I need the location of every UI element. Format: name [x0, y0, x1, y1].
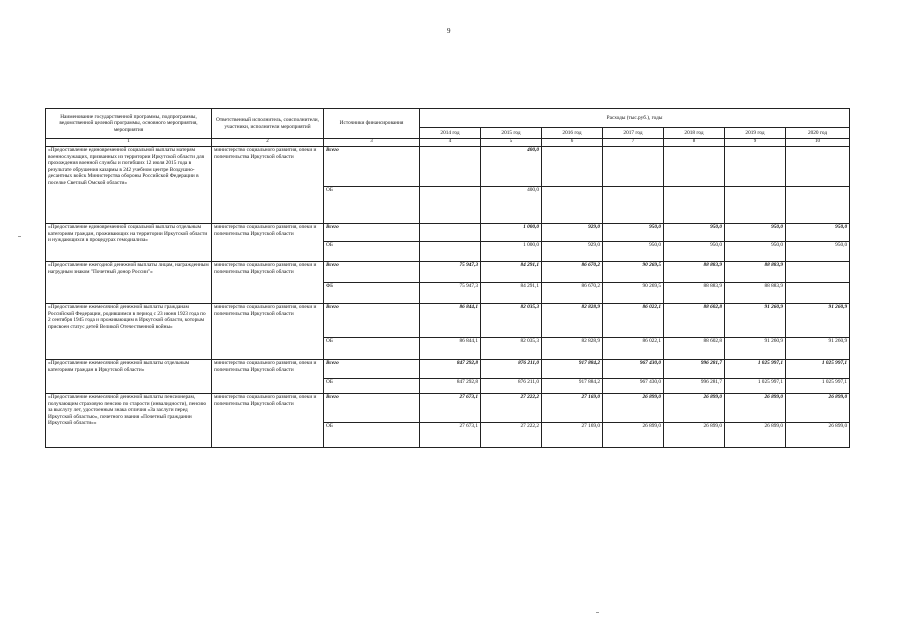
page-number: 9: [447, 27, 451, 35]
amount-cell: 27 673,1: [420, 423, 481, 448]
amount-cell: 950,0: [786, 242, 850, 262]
amount-cell: [420, 147, 481, 187]
funding-source-cell: Всего: [324, 304, 420, 338]
amount-cell: 967 430,0: [603, 360, 664, 379]
amount-cell: 950,0: [664, 242, 725, 262]
amount-cell: 88 883,9: [664, 262, 725, 283]
amount-cell: 26 899,0: [725, 394, 786, 423]
funding-source-cell: ОБ: [324, 423, 420, 448]
amount-cell: 917 884,2: [542, 360, 603, 379]
amount-cell: 876 211,0: [481, 360, 542, 379]
executor-cell: министерство социального развития, опеки и попечительства Иркутской области: [212, 360, 324, 394]
table-row: [46, 224, 850, 242]
funding-source-cell: Всего: [324, 394, 420, 423]
scan-mark: [18, 236, 21, 237]
executor-cell: министерство социального развития, опеки и попечительства Иркутской области: [212, 304, 324, 360]
amount-cell: 82 035,3: [481, 338, 542, 360]
amount-cell: 1 000,0: [481, 224, 542, 242]
table-row: [46, 394, 850, 423]
amount-cell: 27 169,0: [542, 394, 603, 423]
executor-cell: министерство социального развития, опеки и попечительства Иркутской области: [212, 262, 324, 304]
amount-cell: 929,0: [542, 242, 603, 262]
program-name-cell: «Предоставление ежегодной денежной выплаты лицам, награжденным нагрудным знаком "Почетный донор России"»: [46, 262, 212, 304]
column-number: 2: [212, 139, 324, 147]
amount-cell: 82 828,9: [542, 338, 603, 360]
table-row: [46, 262, 850, 283]
amount-cell: 88 883,9: [725, 283, 786, 304]
table-row: [46, 147, 850, 187]
amount-cell: 88 883,9: [664, 283, 725, 304]
column-number: 10: [786, 139, 850, 147]
amount-cell: 847 292,8: [420, 379, 481, 394]
header-year: 2020 год: [786, 128, 850, 139]
table-row: [46, 360, 850, 379]
amount-cell: 950,0: [603, 224, 664, 242]
amount-cell: 27 673,1: [420, 394, 481, 423]
amount-cell: 950,0: [786, 224, 850, 242]
amount-cell: 90 269,5: [603, 283, 664, 304]
amount-cell: 27 222,2: [481, 423, 542, 448]
amount-cell: 82 828,9: [542, 304, 603, 338]
column-number: 9: [725, 139, 786, 147]
header-year: 2014 год: [420, 128, 481, 139]
amount-cell: 75 947,3: [420, 262, 481, 283]
amount-cell: 1 025 997,1: [725, 360, 786, 379]
amount-cell: [664, 147, 725, 187]
amount-cell: 91 260,9: [725, 304, 786, 338]
amount-cell: [786, 283, 850, 304]
amount-cell: 1 025 997,1: [786, 379, 850, 394]
amount-cell: [420, 187, 481, 224]
amount-cell: 950,0: [725, 242, 786, 262]
amount-cell: 82 035,3: [481, 304, 542, 338]
amount-cell: 400,0: [481, 187, 542, 224]
header-year: 2016 год: [542, 128, 603, 139]
amount-cell: 876 211,0: [481, 379, 542, 394]
header-executor: Ответственный исполнитель, соисполнители, участники, исполнители мероприятий: [212, 109, 324, 139]
header-year: 2015 год: [481, 128, 542, 139]
column-number: 8: [664, 139, 725, 147]
amount-cell: [420, 224, 481, 242]
amount-cell: [725, 187, 786, 224]
amount-cell: [420, 242, 481, 262]
amount-cell: 75 947,3: [420, 283, 481, 304]
amount-cell: 88 602,8: [664, 304, 725, 338]
amount-cell: 1 025 997,1: [786, 360, 850, 379]
table-body: [46, 147, 850, 448]
executor-cell: министерство социального развития, опеки и попечительства Иркутской области: [212, 147, 324, 224]
amount-cell: 27 222,2: [481, 394, 542, 423]
amount-cell: 91 260,9: [786, 338, 850, 360]
column-number: 3: [324, 139, 420, 147]
amount-cell: 26 899,0: [664, 423, 725, 448]
amount-cell: [725, 147, 786, 187]
amount-cell: 929,0: [542, 224, 603, 242]
program-name-cell: «Предоставление ежемесячной денежной выплаты пенсионерам, получающим страховую пенсию по старости (инвалидности), пенсию за выслугу лет, удостоенным знака отличия «За заслуги перед Иркутской областью», почетного звания «Почетный гражданин Иркутской области»»: [46, 394, 212, 448]
executor-cell: министерство социального развития, опеки и попечительства Иркутской области: [212, 394, 324, 448]
amount-cell: 84 291,1: [481, 262, 542, 283]
funding-source-cell: Всего: [324, 262, 420, 283]
column-number: 1: [46, 139, 212, 147]
amount-cell: 91 260,9: [725, 338, 786, 360]
amount-cell: [664, 187, 725, 224]
header-expenses: Расходы (тыс.руб.), годы: [420, 109, 850, 128]
amount-cell: [786, 262, 850, 283]
amount-cell: 26 899,0: [786, 423, 850, 448]
amount-cell: 26 899,0: [725, 423, 786, 448]
column-number: 4: [420, 139, 481, 147]
amount-cell: 86 670,2: [542, 262, 603, 283]
amount-cell: 26 899,0: [664, 394, 725, 423]
amount-cell: 1 000,0: [481, 242, 542, 262]
amount-cell: 26 899,0: [603, 423, 664, 448]
amount-cell: [603, 147, 664, 187]
funding-source-cell: Всего: [324, 224, 420, 242]
funding-source-cell: ФБ: [324, 283, 420, 304]
funding-source-cell: ОБ: [324, 379, 420, 394]
amount-cell: 26 899,0: [603, 394, 664, 423]
program-name-cell: «Предоставление единовременной социальной выплаты отдельным категориям граждан, проживающих на территории Иркутской области и нуждающихся в процедурах гемодиализа»: [46, 224, 212, 262]
funding-source-cell: Всего: [324, 147, 420, 187]
funding-source-cell: ОБ: [324, 242, 420, 262]
scan-mark: [596, 612, 599, 613]
header-program-name: Наименование государственной программы, подпрограммы, ведомственной целевой программы, основного мероприятия, мероприятия: [46, 109, 212, 139]
column-number: 6: [542, 139, 603, 147]
executor-cell: министерство социального развития, опеки и попечительства Иркутской области: [212, 224, 324, 262]
amount-cell: [603, 187, 664, 224]
amount-cell: 950,0: [725, 224, 786, 242]
amount-cell: 91 260,9: [786, 304, 850, 338]
funding-source-cell: Всего: [324, 360, 420, 379]
header-funding-source: Источники финансирования: [324, 109, 420, 139]
program-name-cell: «Предоставление ежемесячной денежной выплаты гражданам Российской Федерации, родившимся в период с 23 июня 1923 года по 2 сентября 1945 года и проживающим в Иркутской области, которым присвоен статус детей Великой Отечественной войны»: [46, 304, 212, 360]
header-year: 2017 год: [603, 128, 664, 139]
amount-cell: 917 884,2: [542, 379, 603, 394]
amount-cell: 996 281,7: [664, 379, 725, 394]
amount-cell: [786, 187, 850, 224]
amount-cell: 88 602,8: [664, 338, 725, 360]
amount-cell: 950,0: [664, 224, 725, 242]
amount-cell: 967 430,0: [603, 379, 664, 394]
amount-cell: [542, 187, 603, 224]
amount-cell: 86 844,1: [420, 338, 481, 360]
program-name-cell: «Предоставление единовременной социальной выплаты матерям военнослужащих, призванных из территории Иркутской области для прохождения военной службы и погибших 12 июля 2015 года в результате обрушения казармы в 242 учебном центре Воздушно-десантных войск Министерства обороны Российской Федерации в поселке Светлый Омской области»: [46, 147, 212, 224]
amount-cell: 996 281,7: [664, 360, 725, 379]
amount-cell: [786, 147, 850, 187]
amount-cell: 90 269,5: [603, 262, 664, 283]
funding-source-cell: ОБ: [324, 338, 420, 360]
amount-cell: 84 291,1: [481, 283, 542, 304]
amount-cell: 88 883,9: [725, 262, 786, 283]
budget-table: [45, 108, 850, 448]
amount-cell: 1 025 997,1: [725, 379, 786, 394]
header-year: 2018 год: [664, 128, 725, 139]
amount-cell: 400,0: [481, 147, 542, 187]
table-row: [46, 304, 850, 338]
amount-cell: 26 899,0: [786, 394, 850, 423]
program-name-cell: «Предоставление ежемесячной денежной выплаты отдельным категориям граждан в Иркутской области»: [46, 360, 212, 394]
amount-cell: 27 169,0: [542, 423, 603, 448]
amount-cell: 847 292,8: [420, 360, 481, 379]
header-year: 2019 год: [725, 128, 786, 139]
amount-cell: 950,0: [603, 242, 664, 262]
column-number: 5: [481, 139, 542, 147]
funding-source-cell: ОБ: [324, 187, 420, 224]
amount-cell: [542, 147, 603, 187]
amount-cell: 86 844,1: [420, 304, 481, 338]
column-number: 7: [603, 139, 664, 147]
amount-cell: 86 670,2: [542, 283, 603, 304]
amount-cell: 86 022,1: [603, 338, 664, 360]
amount-cell: 86 022,1: [603, 304, 664, 338]
